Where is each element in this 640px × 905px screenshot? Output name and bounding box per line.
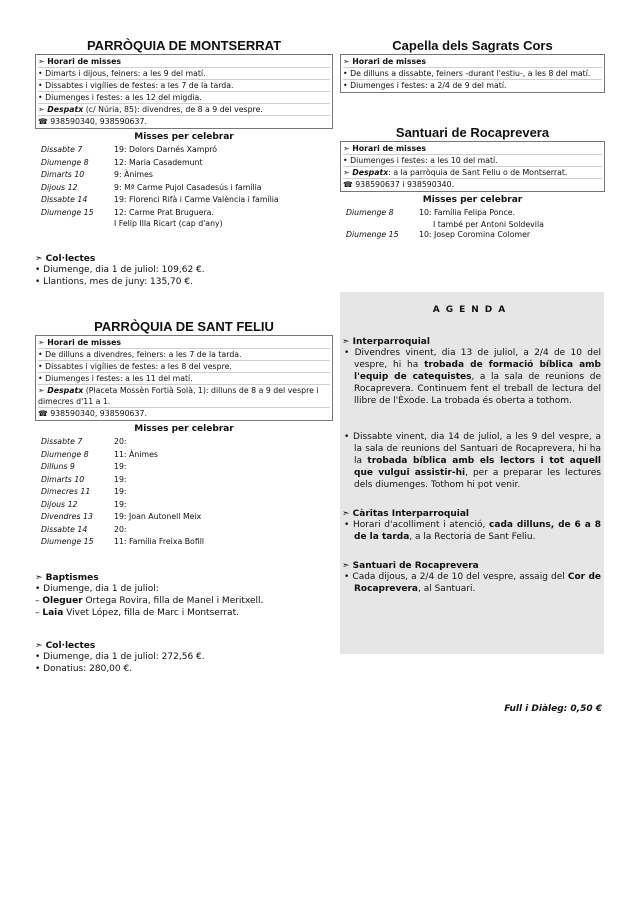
mass-day: Dilluns 9 <box>41 462 75 471</box>
table-row <box>35 207 333 229</box>
sagrats-horari-header: ➣ Horari de misses <box>343 56 602 68</box>
sagrats-horari-box <box>340 54 605 93</box>
mass-day: Dissabte 7 <box>41 145 83 154</box>
mass-intention: 12: Maria Casademunt <box>114 157 203 167</box>
rocaprevera-section <box>340 125 605 241</box>
santfeliu-horari-line: • De dilluns a divendres, feiners: a les 7 de la tarda. <box>38 349 330 361</box>
montserrat-horari-line: • Dissabtes i vigílies de festes: a les 7 de la tarda. <box>38 80 330 92</box>
mass-intention-line: I també per Antoni Soldevila <box>433 219 544 229</box>
rocaprevera-phone: ☎ 938590637 i 938590340. <box>343 180 455 189</box>
rocaprevera-despatx-label: ➣ Despatx <box>343 168 389 177</box>
mass-day: Diumenge 8 <box>41 449 89 459</box>
mass-intention: 11: Ànimes <box>114 449 158 459</box>
montserrat-horari-line: • Diumenges i festes: a les 12 del migdia. <box>38 92 330 104</box>
agenda-text: • Divendres vinent, dia 13 de juliol, a 2/4 de 10 del vespre, hi ha <box>344 348 601 370</box>
rocaprevera-horari-line: • Diumenges i festes: a les 10 del matí. <box>343 155 602 167</box>
baptismes-title: ➣ Baptismes <box>35 572 99 583</box>
rocaprevera-despatx <box>343 167 602 179</box>
mass-intention: 9: Ànimes <box>114 170 153 179</box>
montserrat-despatx-text: (c/ Núria, 85): divendres, de 8 a 9 del vespre. <box>83 105 263 114</box>
table-row <box>35 536 333 549</box>
price-footer: Full i Diàleg: 0,50 € <box>504 704 602 714</box>
table-row <box>35 449 333 462</box>
montserrat-misses-title: Misses per celebrar <box>134 132 234 142</box>
montserrat-collecta-item: • Diumenge, dia 1 de juliol: 109,62 €. <box>35 265 205 275</box>
table-row <box>35 157 333 170</box>
santfeliu-horari-line: • Dissabtes i vigílies de festes: a les 8 del vespre. <box>38 361 330 373</box>
agenda-highlight: trobada de formació bíblica amb l'equip de catequistes <box>354 360 602 382</box>
mass-intention: 20: <box>114 437 127 446</box>
montserrat-title: PARRÒQUIA DE MONTSERRAT <box>86 38 282 53</box>
table-row <box>35 436 333 449</box>
rocaprevera-despatx-text: : a la parròquia de Sant Feliu o de Montserrat. <box>388 168 568 177</box>
baptism-detail: Vivet López, filla de Marc i Montserrat. <box>63 607 239 618</box>
santfeliu-collecta-item: • Diumenge, dia 1 de juliol: 272,56 €. <box>35 651 205 662</box>
agenda-section-caritas: ➣ Càritas Interparroquial <box>342 509 470 519</box>
agenda-title: AGENDA <box>432 305 512 315</box>
sagrats-section <box>340 38 605 93</box>
agenda-item <box>340 571 604 595</box>
sagrats-horari-line: • Diumenges i festes: a 2/4 de 9 del matí. <box>343 81 507 90</box>
santfeliu-misses-title: Misses per celebrar <box>134 424 234 434</box>
mass-intention: 19: <box>114 462 127 471</box>
mass-intention-line: 12: Carme Prat Bruguera. <box>114 207 214 217</box>
montserrat-despatx <box>38 104 330 116</box>
santfeliu-section <box>35 319 333 675</box>
mass-day: Diumenge 15 <box>41 537 94 546</box>
mass-intention <box>419 207 605 229</box>
rocaprevera-horari-header: ➣ Horari de misses <box>343 143 602 155</box>
table-row <box>35 486 333 499</box>
mass-day: Diumenge 15 <box>346 229 399 239</box>
table-row <box>35 511 333 524</box>
agenda-panel <box>340 292 604 654</box>
left-column <box>35 38 333 675</box>
montserrat-phone: ☎ 938590340, 938590637. <box>38 117 147 126</box>
santfeliu-horari-line: • Diumenges i festes: a les 11 del matí. <box>38 373 330 385</box>
mass-day: Dissabte 7 <box>41 437 83 446</box>
agenda-text: , al Santuari. <box>418 584 476 594</box>
sagrats-horari-line: • De dilluns a dissabte, feiners -durant l'estiu-, a les 8 del matí. <box>343 68 602 80</box>
mass-intention <box>114 207 333 229</box>
table-row <box>35 474 333 487</box>
table-row <box>35 499 333 512</box>
agenda-text: , a la sala de reunions de Rocaprevera. Continuem fent el treball de lectura del llibre de l'Èxode. La trobada és oberta a tothom. <box>354 372 601 406</box>
montserrat-collecta-item: • Llantions, mes de juny: 135,70 €. <box>35 277 193 287</box>
table-row <box>35 461 333 474</box>
mass-intention: 19: Joan Autonell Meix <box>114 512 202 521</box>
santfeliu-collecta-item: • Donatius: 280,00 €. <box>35 663 133 674</box>
santfeliu-despatx-text: (Placeta Mossèn Fortià Solà, 1): dilluns de 8 a 9 del vespre i dimecres d'11 a 1. <box>38 386 319 406</box>
montserrat-horari-box <box>35 54 333 129</box>
agenda-item <box>340 431 604 491</box>
mass-intention: 19: <box>114 474 127 484</box>
mass-intention: 9: Mª Carme Pujol Casadesús i família <box>114 182 262 192</box>
mass-intention: 19: <box>114 487 127 496</box>
rocaprevera-title: Santuari de Rocaprevera <box>395 125 550 140</box>
agenda-text: • Dissabte vinent, dia 14 de juliol, a les 9 del vespre, a la sala de reunions del Santuari de Rocaprevera, hi ha la <box>344 432 601 466</box>
rocaprevera-misses-table <box>340 207 605 241</box>
rocaprevera-misses-title: Misses per celebrar <box>422 195 523 205</box>
table-row <box>35 182 333 195</box>
agenda-section-interparroquial: ➣ Interparroquial <box>342 337 430 347</box>
mass-intention: 19: Florenci Rifà i Carme València i família <box>114 195 279 204</box>
sagrats-title: Capella dels Sagrats Cors <box>392 38 553 53</box>
table-row <box>35 169 333 182</box>
mass-day: Divendres 13 <box>41 512 93 521</box>
mass-intention: 19: <box>114 499 127 509</box>
baptism-name: Laia <box>42 607 64 618</box>
agenda-item <box>340 347 604 407</box>
santfeliu-horari-box <box>35 335 333 421</box>
mass-day: Dimarts 10 <box>41 474 85 484</box>
montserrat-horari-header: ➣ Horari de misses <box>38 56 330 68</box>
agenda-highlight: trobada bíblica amb els lectors i tot aquell que vulgui assistir-hi <box>354 456 601 478</box>
mass-day: Dijous 12 <box>41 182 78 192</box>
agenda-text: • Cada dijous, a 2/4 de 10 del vespre, assaig del <box>344 572 568 582</box>
baptism-detail: Ortega Rovira, filla de Manel i Meritxell. <box>82 595 264 606</box>
montserrat-despatx-label: ➣ Despatx <box>38 105 84 114</box>
baptism-name: Oleguer <box>42 595 83 606</box>
montserrat-misses-table <box>35 144 333 228</box>
mass-intention: 20: <box>114 524 127 534</box>
table-row <box>35 524 333 537</box>
rocaprevera-horari-box <box>340 141 605 192</box>
table-row <box>340 207 605 229</box>
mass-day: Dimarts 10 <box>41 170 85 179</box>
mass-day: Dissabte 14 <box>41 195 88 204</box>
mass-day: Dissabte 14 <box>41 524 88 534</box>
baptism-item: – Laia Vivet López, filla de Marc i Montserrat. <box>35 607 239 618</box>
mass-intention: 19: Dolors Darnés Xampró <box>114 145 218 154</box>
mass-day: Dimecres 11 <box>41 487 91 496</box>
agenda-section-rocaprevera: ➣ Santuari de Rocaprevera <box>342 561 479 571</box>
mass-day: Diumenge 15 <box>41 207 94 217</box>
agenda-text: , per a preparar les lectures dels diumenges. Tothom hi pot venir. <box>354 468 602 490</box>
table-row <box>35 194 333 207</box>
mass-day: Dijous 12 <box>41 499 78 509</box>
montserrat-collectes-title: ➣ Col·lectes <box>35 254 96 264</box>
table-row <box>340 229 605 242</box>
right-column <box>340 38 605 241</box>
montserrat-section <box>35 38 333 288</box>
santfeliu-misses-table <box>35 436 333 549</box>
mass-intention: 10: Josep Coromina Colomer <box>419 229 531 239</box>
santfeliu-collectes-title: ➣ Col·lectes <box>35 640 96 651</box>
agenda-item <box>340 519 604 543</box>
baptismes-intro: • Diumenge, dia 1 de juliol: <box>35 583 159 594</box>
santfeliu-title: PARRÒQUIA DE SANT FELIU <box>94 319 274 334</box>
baptism-item: – Oleguer Ortega Rovira, filla de Manel i Meritxell. <box>35 595 264 606</box>
mass-day: Diumenge 8 <box>41 157 89 167</box>
agenda-highlight: cada dilluns, de 6 a 8 de la tarda <box>354 520 601 542</box>
mass-intention-line: 10: Família Felipa Ponce. <box>419 208 516 217</box>
mass-intention-line: I Felip Illa Ricart (cap d'any) <box>114 219 223 228</box>
santfeliu-horari-header: ➣ Horari de misses <box>38 337 330 349</box>
santfeliu-despatx-label: ➣ Despatx <box>38 386 84 395</box>
montserrat-horari-line: • Dimarts i dijous, feiners: a les 9 del matí. <box>38 68 330 80</box>
santfeliu-phone: ☎ 938590340, 938590637. <box>38 409 147 418</box>
agenda-text: , a la Rectoria de Sant Feliu. <box>409 532 536 542</box>
table-row <box>35 144 333 157</box>
agenda-highlight: Cor de Rocaprevera <box>354 572 601 594</box>
santfeliu-despatx <box>38 385 330 408</box>
mass-day: Diumenge 8 <box>346 208 394 217</box>
mass-intention: 11: Família Freixa Bofill <box>114 537 205 546</box>
agenda-text: • Horari d'acolliment i atenció, <box>344 520 490 530</box>
